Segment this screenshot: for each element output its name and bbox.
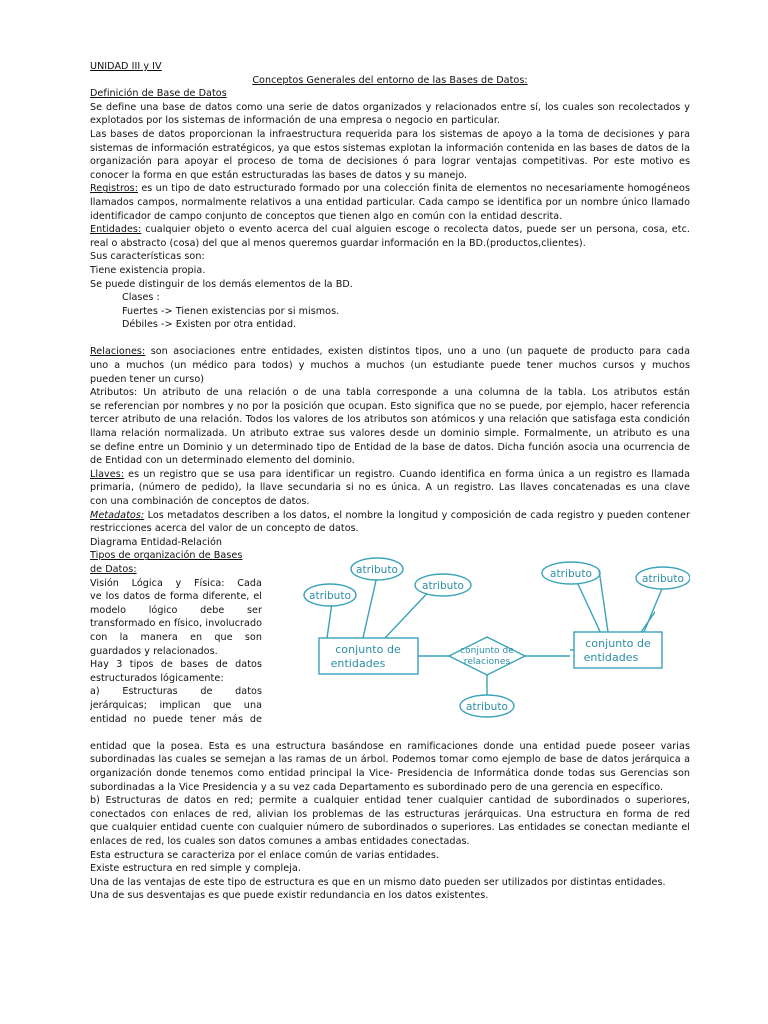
closing-line: Una de las ventajas de este tipo de estructura es que en un mismo dato pueden ser utilizados por distintas entidades. xyxy=(90,876,666,888)
atributos-line: tercer atributo de una relación. Todos los valores de los atributos son atómicos y una relación que satisfaga esta condición xyxy=(90,414,690,426)
relaciones-term: Relaciones: xyxy=(90,346,146,358)
relaciones-line: pueden tener un curso) xyxy=(90,373,205,385)
bd-line: sistemas de información estratégicos, ya que estos sistemas explotan la información contenida en las bases de datos de la xyxy=(90,142,690,154)
tipos-line: estructurados lógicamente: xyxy=(90,672,224,684)
diagram-label: Diagrama Entidad-Relación xyxy=(90,536,223,548)
entidades-line: Entidades: cualquier objeto o evento acerca del cual alguien escoge o recolecta datos, puede ser un persona, cosa, etc. xyxy=(90,224,690,236)
entidades-term: Entidades: xyxy=(90,224,142,236)
connector xyxy=(327,603,332,638)
document-title: Conceptos Generales del entorno de las Bases de Datos: xyxy=(252,74,528,86)
llaves-term: Llaves: xyxy=(90,468,125,480)
tipos-line: Hay 3 tipos de bases de datos xyxy=(90,659,262,671)
tipos-line: a) Estructuras de datos xyxy=(90,686,262,698)
tipos-line: guardados y relacionados. xyxy=(90,645,218,657)
entity-label: entidades xyxy=(330,657,386,671)
entidades-line: real o abstracto (cosa) del que al menos queremos guardar información en la BD.(productos,clientes). xyxy=(90,237,586,249)
bd-line: Las bases de datos proporcionan la infraestructura requerida para los sistemas de apoyo a la toma de decisiones y para xyxy=(90,128,690,140)
tipos-heading: Tipos de organización de Bases xyxy=(90,550,243,562)
bd-line: conocer la forma en que están estructuradas las bases de datos y su manejo. xyxy=(90,169,468,181)
definition-heading: Definición de Base de Datos xyxy=(90,88,227,100)
document-page xyxy=(90,60,690,903)
atributos-line: Atributos: Un atributo de una relación o de una tabla corresponde a una columna de la tabla. Los atributos están xyxy=(90,387,690,399)
metadatos-term: Metadatos: xyxy=(90,509,145,521)
tipos-line: ve los datos de forma diferente, el xyxy=(90,591,262,603)
closing-line: Existe estructura en red simple y compleja. xyxy=(90,863,301,875)
registros-term: Registros: xyxy=(90,183,138,195)
atributos-line: de Entidad con un determinado elemento del dominio. xyxy=(90,455,355,467)
llaves-line: con una combinación de conceptos de datos. xyxy=(90,496,310,507)
spacer xyxy=(90,332,690,346)
caracteristicas-line: Tiene existencia propia. xyxy=(90,264,206,276)
relationship-diamond xyxy=(449,637,525,675)
jerarquica-line: subordinadas las cuales se semejan a las ramas de un árbol. Podemos tomar como ejemplo de base de datos jerárquica a xyxy=(90,754,690,766)
caracteristicas-line: Sus características son: xyxy=(90,251,205,263)
jerarquica-line: organización donde tenemos como entidad principal la Vice- Presidencia de Informática donde todas sus Gerencias son xyxy=(90,767,690,779)
relaciones-line: Relaciones: son asociaciones entre entidades, existen distintos tipos, uno a uno (un paquete de producto para cada xyxy=(90,346,690,358)
clases-line: Clases : xyxy=(122,292,160,304)
attribute-label: atributo xyxy=(465,701,509,714)
registros-line: Registros: es un tipo de dato estructurado formado por una colección finita de elementos no necesariamente homogéneos xyxy=(90,183,690,195)
closing-line: Una de sus desventajas es que puede existir redundancia en los datos existentes. xyxy=(90,890,489,902)
attribute-label: atributo xyxy=(308,590,352,603)
tipos-line: transformado en físico, involucrado xyxy=(90,618,262,630)
tipos-line: Visión Lógica y Física: Cada xyxy=(90,577,262,589)
registros-line: identificador de campo conjunto de conceptos que tienen algo en común con la entidad descrita. xyxy=(90,210,563,222)
atributos-line: llama relación normalizada. Un atributo extrae sus valores desde un dominio simple. Formalmente, un atributo es una xyxy=(90,428,690,440)
attribute-label: atributo xyxy=(641,573,685,586)
tipos-line: modelo lógico debe ser xyxy=(90,604,262,616)
relationship-label: relaciones xyxy=(463,657,511,668)
metadatos-line: restricciones acerca del valor de un concepto de datos. xyxy=(90,523,359,535)
connector xyxy=(599,570,608,632)
clases-line: Débiles -> Existen por otra entidad. xyxy=(122,319,297,331)
relaciones-line: uno a muchos (un médico para todos) y muchos a muchos (un estudiante puede tener muchos cursos y muchos xyxy=(90,360,690,372)
jerarquica-line: entidad que la posea. Esta es una estructura basándose en ramificaciones donde una entidad puede poseer varias xyxy=(90,740,690,752)
entity-label: conjunto de xyxy=(585,637,651,651)
diagram-section xyxy=(90,549,690,739)
registros-line: llamados campos, normalmente relativos a una entidad particular. Cada campo se identifica por un nombre único llamado xyxy=(90,196,690,208)
red-line: enlaces de red, los cuales son datos comunes a ambas entidades conectadas. xyxy=(90,835,470,847)
tipos-line: jerárquicas; implican que una xyxy=(90,699,262,711)
llaves-line: Llaves: es un registro que se usa para identificar un registro. Cuando identifica en forma única a un registro es llamada xyxy=(90,468,690,480)
red-line: que cualquier entidad cuente con cualquier número de subordinados o superiores. Las entidades se conectan mediante el xyxy=(90,822,690,834)
relationship-label: conjunto de xyxy=(460,646,514,657)
bd-line: organización para apoyar el proceso de toma de decisiones ó para lograr ventajas competitivas. Por este motivo es xyxy=(90,156,690,168)
tipos-line: entidad no puede tener más de xyxy=(90,713,262,725)
metadatos-line: Metadatos: Los metadatos describen a los datos, el nombre la longitud y composición de cada registro y pueden contener xyxy=(90,509,690,521)
unit-heading: UNIDAD III y IV xyxy=(90,61,162,72)
tipos-heading: de Datos: xyxy=(90,563,137,575)
llaves-line: primaria, (número de pedido), la llave secundaria si no es única. A un registro. Las llaves concatenadas es una clave xyxy=(90,482,690,494)
definition-line: Se define una base de datos como una serie de datos organizados y relacionados entre sí, los cuales son recolectados y xyxy=(90,101,690,113)
closing-line: Esta estructura se caracteriza por el enlace común de varias entidades. xyxy=(90,849,439,861)
attribute-label: atributo xyxy=(421,580,465,593)
red-line: conectados con enlaces de red, alivian los problemas de las estructuras jerárquicas. Una estructura en forma de red xyxy=(90,808,690,820)
atributos-line: se define entre un Dominio y un determinado tipo de Entidad de la base de datos. Dicha función asocia una ocurrencia de xyxy=(90,441,690,453)
entity-label: entidades xyxy=(583,651,639,665)
jerarquica-line: subordinadas a la Vice Presidencia y a su vez cada Departamento es subordinado pero de una gerencia en específico. xyxy=(90,781,664,793)
caracteristicas-line: Se puede distinguir de los demás elementos de la BD. xyxy=(90,278,353,290)
definition-line: explotados por los sistemas de información de una empresa o negocio en particular. xyxy=(90,115,501,127)
attribute-label: atributo xyxy=(549,568,593,581)
tipos-column xyxy=(90,549,262,726)
atributos-line: se referencian por nombres y no por la posición que ocupan. Esto significa que no se puede, por ejemplo, hacer referencia xyxy=(90,400,690,412)
red-line: b) Estructuras de datos en red; permite a cualquier entidad tener cualquier cantidad de subordinados o superiores, xyxy=(90,795,690,807)
clases-line: Fuertes -> Tienen existencias por si mismos. xyxy=(122,305,340,317)
tipos-line: con la manera en que son xyxy=(90,631,262,643)
entity-label: conjunto de xyxy=(335,643,401,657)
connector xyxy=(363,576,377,638)
er-diagram-right xyxy=(540,555,690,685)
attribute-label: atributo xyxy=(355,564,399,577)
